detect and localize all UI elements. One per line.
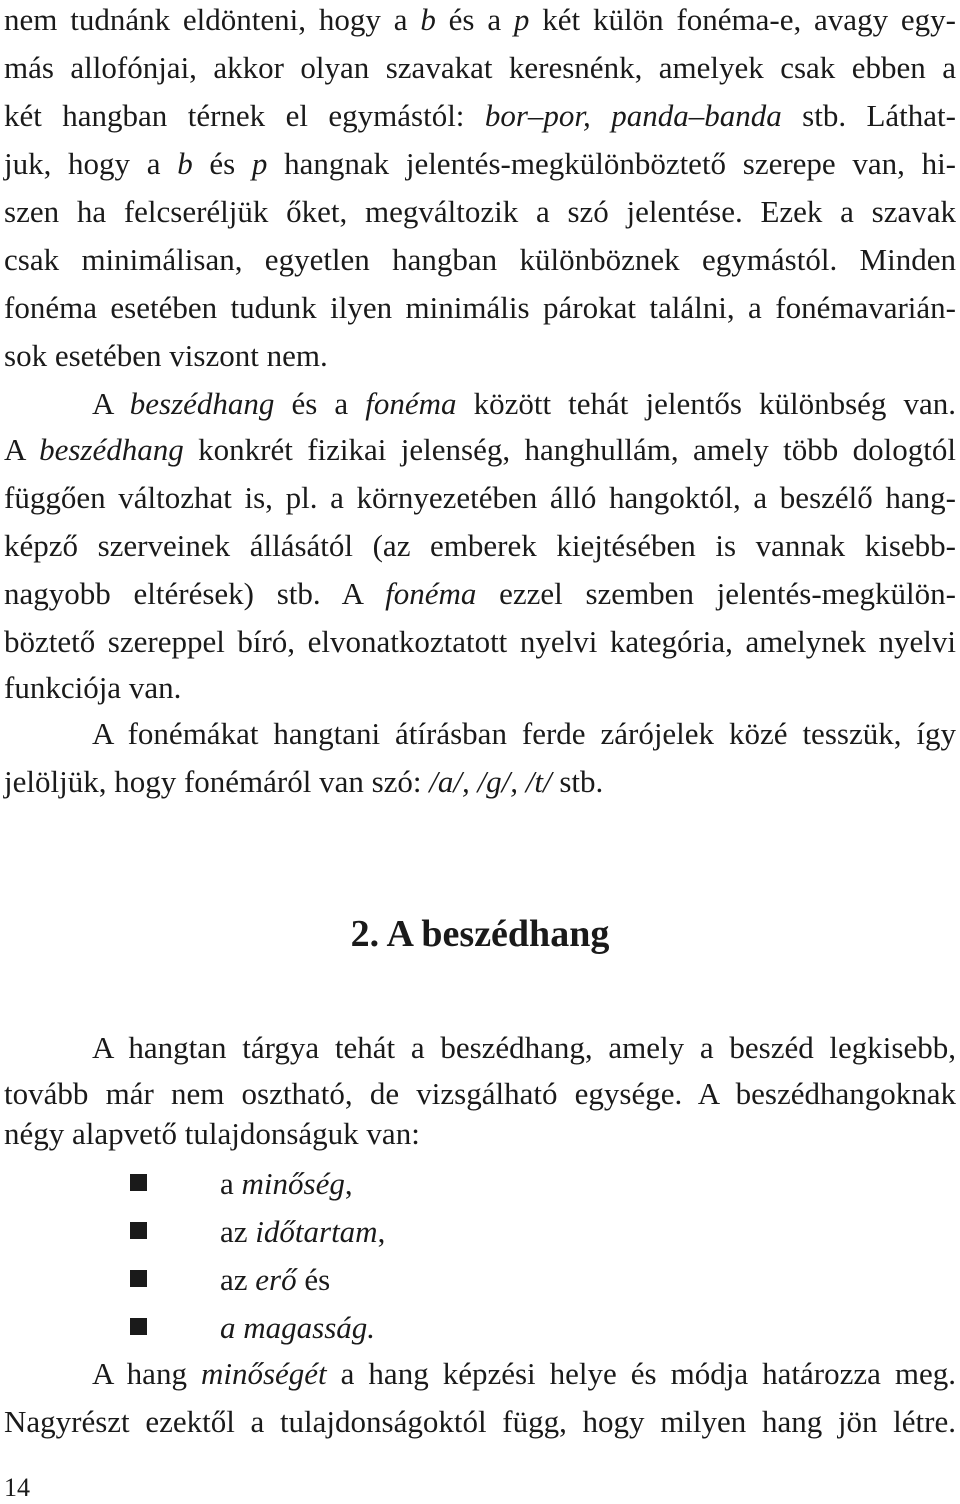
text-line: fonéma esetében tudunk ilyen minimális párokat találni, a fonémavarián-	[4, 290, 956, 325]
text-line: A beszédhang konkrét fizikai jelenség, hanghullám, amely több dologtól	[4, 432, 956, 467]
text-line: csak minimálisan, egyetlen hangban különböznek egymástól. Minden	[4, 242, 956, 277]
text-line: sok esetében viszont nem.	[4, 338, 328, 373]
text-line: A fonémákat hangtani átírásban ferde zárójelek közé tesszük, így	[92, 716, 956, 751]
square-bullet-icon	[130, 1222, 147, 1239]
text-line: funkciója van.	[4, 670, 182, 705]
text-line: négy alapvető tulajdonságuk van:	[4, 1116, 420, 1151]
text-line: A hang minőségét a hang képzési helye és módja határozza meg.	[92, 1356, 956, 1391]
text-line: A hangtan tárgya tehát a beszédhang, amely a beszéd legkisebb,	[92, 1030, 956, 1065]
square-bullet-icon	[130, 1174, 147, 1191]
text-line: jelöljük, hogy fonémáról van szó: /a/, /g/, /t/ stb.	[4, 764, 604, 799]
text-line: böztető szereppel bíró, elvonatkoztatott nyelvi kategória, amelynek nyelvi	[4, 624, 956, 659]
text-line: függően változhat is, pl. a környezetében álló hangoktól, a beszélő hang-	[4, 480, 956, 515]
text-line: nem tudnánk eldönteni, hogy a b és a p két külön fonéma-e, avagy egy-	[4, 2, 956, 37]
text-line: szen ha felcseréljük őket, megváltozik a szó jelentése. Ezek a szavak	[4, 194, 956, 229]
text-line: tovább már nem osztható, de vizsgálható egysége. A beszédhangoknak	[4, 1076, 956, 1111]
text-line: A beszédhang és a fonéma között tehát jelentős különbség van.	[92, 386, 956, 421]
text-line: más allofónjai, akkor olyan szavakat keresnénk, amelyek csak ebben a	[4, 50, 956, 85]
page-number: 14	[4, 1473, 30, 1502]
text-line: képző szerveinek állásától (az emberek kiejtésében is vannak kisebb-	[4, 528, 956, 563]
square-bullet-icon	[130, 1318, 147, 1335]
text-line: két hangban térnek el egymástól: bor–por, panda–banda stb. Láthat-	[4, 98, 956, 133]
text-line: juk, hogy a b és p hangnak jelentés-megkülönböztető szerepe van, hi-	[4, 146, 957, 181]
section-heading: 2. A beszédhang	[350, 913, 610, 955]
text-line: nagyobb eltérések) stb. A fonéma ezzel szemben jelentés-megkülön-	[4, 576, 956, 611]
text-line: Nagyrészt ezektől a tulajdonságoktól függ, hogy milyen hang jön létre.	[4, 1404, 956, 1439]
document-page: nem tudnánk eldönteni, hogy a b és a p két külön fonéma-e, avagy egy- más allofónjai, akkor olyan szavakat keresnénk, amelyek csak ebben a két hangban térnek el egymástól: bor–por, panda–banda stb. Láthat- juk, hogy a b és p hangnak jelentés-megkülönböztető szerepe van, hi- szen ha felcseréljük őket, megváltozik a szó jelentése. Ezek a szavak csak minimálisan, egyetlen hangban különböznek egymástól. Minden fonéma esetében tudunk ilyen minimális párokat találni, a fonémavarián- sok esetében viszont nem. A beszédhang és a fonéma között tehát jelentős különbség van. A beszédhang konkrét fizikai jelenség, hanghullám, amely több dologtól függően változhat is, pl. a környezetében álló hangoktól, a beszélő hang- képző szerveinek állásától (az emberek kiejtésében is vannak kisebb- nagyobb eltérések) stb. A fonéma ezzel szemben jelentés-megkülön- böztető szereppel bíró, elvonatkoztatott nyelvi kategória, amelynek nyelvi funkciója van. A fonémákat hangtani átírásban ferde zárójelek közé tesszük, így jelöljük, hogy fonémáról van szó: /a/, /g/, /t/ stb. 2. A beszédhang A hangtan tárgya tehát a beszédhang, amely a beszéd legkisebb, tovább már nem osztható, de vizsgálható egysége. A beszédhangoknak négy alapvető tulajdonságuk van: a minőség, az időtartam, az erő és a magasság. A hang minőségét a hang képzési helye és módja határozza meg. Nagyrészt ezektől a tulajdonságoktól függ, hogy milyen hang jön létre. 14	[0, 0, 960, 1504]
square-bullet-icon	[130, 1270, 147, 1287]
